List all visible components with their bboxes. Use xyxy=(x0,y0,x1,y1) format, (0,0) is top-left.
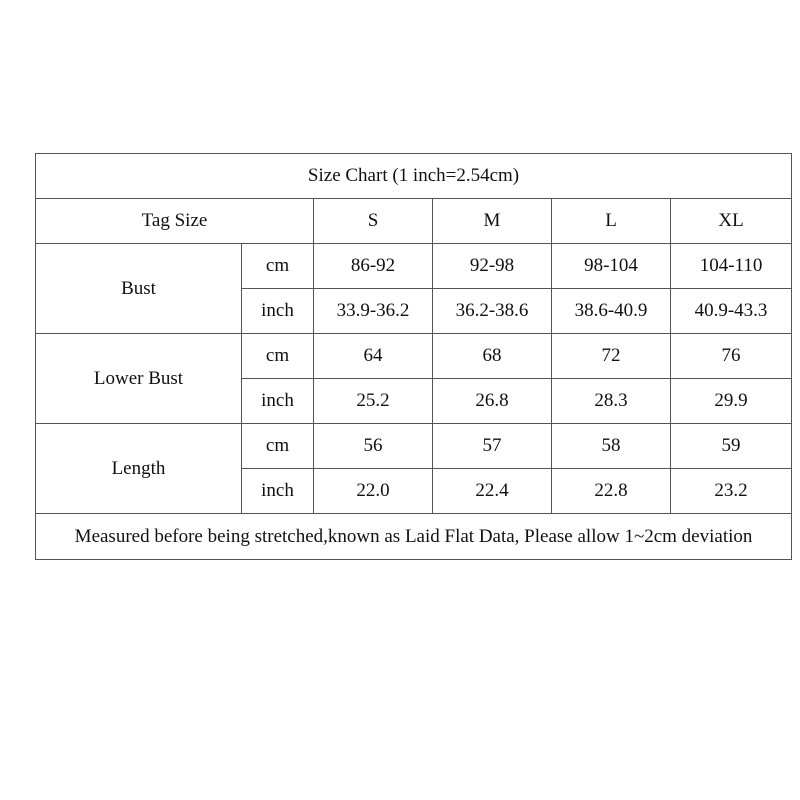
value-cell: 56 xyxy=(314,424,433,469)
value-cell: 38.6-40.9 xyxy=(552,289,671,334)
value-cell: 98-104 xyxy=(552,244,671,289)
unit-cell: cm xyxy=(242,334,314,379)
value-cell: 92-98 xyxy=(433,244,552,289)
unit-cell: inch xyxy=(242,379,314,424)
table-row xyxy=(36,244,792,289)
table-row xyxy=(36,334,792,379)
title-row xyxy=(36,154,792,199)
value-cell: 25.2 xyxy=(314,379,433,424)
measurement-note: Measured before being stretched,known as Laid Flat Data, Please allow 1~2cm deviation xyxy=(36,514,792,560)
value-cell: 33.9-36.2 xyxy=(314,289,433,334)
value-cell: 22.8 xyxy=(552,469,671,514)
measurement-label-length: Length xyxy=(36,424,242,514)
header-row xyxy=(36,199,792,244)
unit-cell: inch xyxy=(242,469,314,514)
value-cell: 86-92 xyxy=(314,244,433,289)
value-cell: 76 xyxy=(671,334,792,379)
value-cell: 40.9-43.3 xyxy=(671,289,792,334)
value-cell: 28.3 xyxy=(552,379,671,424)
value-cell: 23.2 xyxy=(671,469,792,514)
table-row xyxy=(36,424,792,469)
value-cell: 104-110 xyxy=(671,244,792,289)
value-cell: 58 xyxy=(552,424,671,469)
value-cell: 72 xyxy=(552,334,671,379)
value-cell: 64 xyxy=(314,334,433,379)
size-header-l: L xyxy=(552,199,671,244)
value-cell: 22.0 xyxy=(314,469,433,514)
unit-cell: cm xyxy=(242,424,314,469)
note-row xyxy=(36,514,792,560)
value-cell: 57 xyxy=(433,424,552,469)
unit-cell: inch xyxy=(242,289,314,334)
size-header-xl: XL xyxy=(671,199,792,244)
measurement-label-lower-bust: Lower Bust xyxy=(36,334,242,424)
size-header-s: S xyxy=(314,199,433,244)
value-cell: 29.9 xyxy=(671,379,792,424)
size-header-m: M xyxy=(433,199,552,244)
value-cell: 36.2-38.6 xyxy=(433,289,552,334)
value-cell: 26.8 xyxy=(433,379,552,424)
chart-title: Size Chart (1 inch=2.54cm) xyxy=(36,154,792,199)
tag-size-label: Tag Size xyxy=(36,199,314,244)
value-cell: 59 xyxy=(671,424,792,469)
value-cell: 68 xyxy=(433,334,552,379)
unit-cell: cm xyxy=(242,244,314,289)
value-cell: 22.4 xyxy=(433,469,552,514)
size-chart-table xyxy=(35,153,792,560)
measurement-label-bust: Bust xyxy=(36,244,242,334)
